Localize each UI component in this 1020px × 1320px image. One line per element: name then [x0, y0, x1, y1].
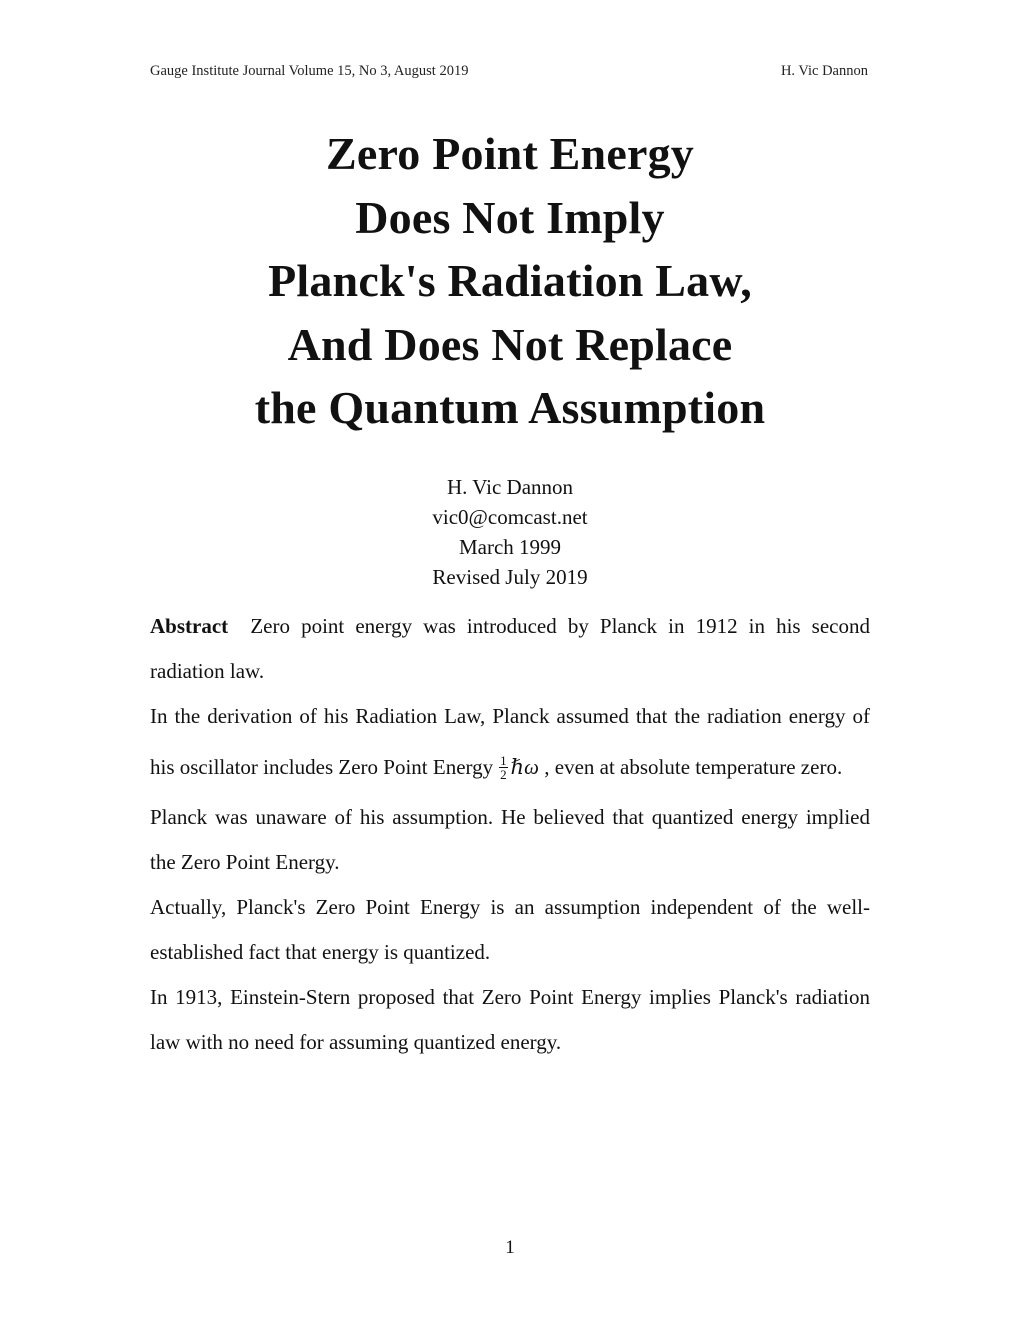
abstract-text: In the derivation of his Radiation Law, Planck assumed that the radiation energy of his oscillator includes Zero Point Energy	[150, 704, 870, 779]
abstract-label: Abstract	[150, 614, 229, 638]
hbar-omega-symbol: ℏω	[510, 755, 539, 779]
abstract-paragraph-3: Planck was unaware of his assumption. He believed that quantized energy implied the Zero Point Energy.	[150, 805, 870, 874]
revised-date: Revised July 2019	[432, 565, 588, 589]
author-block	[0, 472, 1020, 592]
abstract-paragraph-5: In 1913, Einstein-Stern proposed that Zero Point Energy implies Planck's radiation law with no need for assuming quantized energy.	[150, 985, 870, 1054]
author-email: vic0@comcast.net	[432, 505, 588, 529]
abstract-section	[150, 604, 870, 1065]
author-name: H. Vic Dannon	[446, 475, 574, 499]
original-date: March 1999	[458, 535, 562, 559]
title-line: Zero Point Energy	[326, 128, 694, 179]
title-line: the Quantum Assumption	[254, 382, 766, 433]
abstract-paragraph-2	[150, 694, 870, 795]
abstract-paragraph-1	[150, 604, 870, 694]
title-line: Does Not Imply	[355, 191, 665, 243]
abstract-text: Zero point energy was introduced by Planck in 1912 in his second radiation law.	[150, 614, 870, 683]
running-header	[150, 62, 868, 80]
title-line: And Does Not Replace	[287, 318, 733, 370]
abstract-text: even at absolute temperature zero.	[554, 755, 843, 779]
math-comma: ,	[544, 755, 550, 779]
fraction-denominator: 2	[500, 766, 507, 782]
journal-citation: Gauge Institute Journal Volume 15, No 3, August 2019	[150, 63, 469, 79]
abstract-paragraph-4: Actually, Planck's Zero Point Energy is an assumption independent of the well-established fact that energy is quantized.	[150, 895, 870, 964]
fraction-one-half	[499, 754, 508, 781]
title-line: Planck's Radiation Law,	[268, 255, 752, 306]
page-number: 1	[505, 1237, 515, 1258]
paper-title	[0, 122, 1020, 440]
header-author: H. Vic Dannon	[780, 63, 868, 79]
fraction-numerator: 1	[500, 752, 507, 768]
